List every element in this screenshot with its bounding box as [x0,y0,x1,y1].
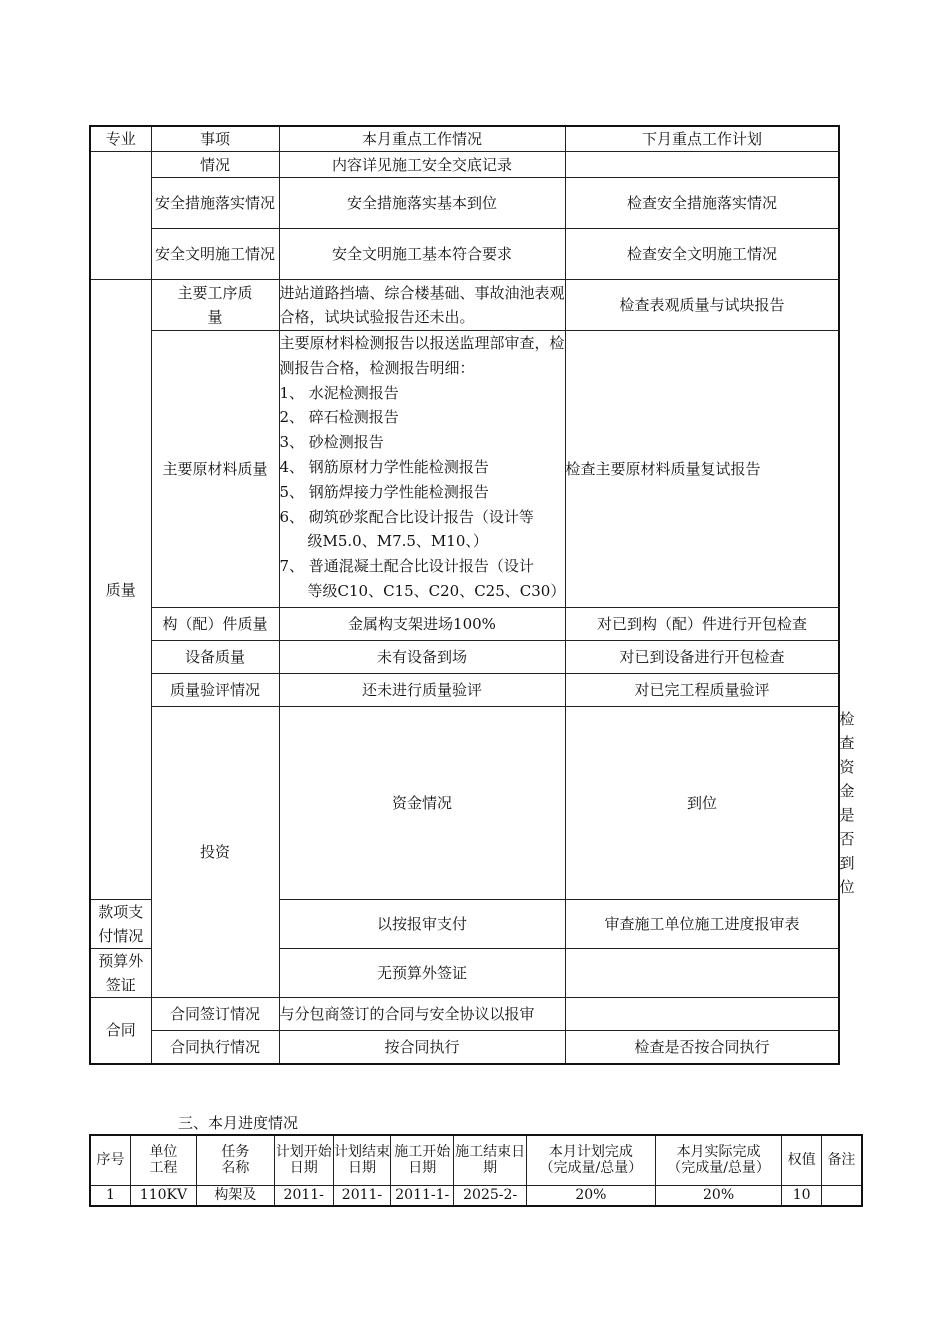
specialty-quality-cell: 质量 [90,280,151,900]
current-cell: 金属构支架进场100% [279,608,565,641]
item-cell: 安全文明施工情况 [151,229,279,280]
cell-plan-start: 2011- [274,1185,333,1206]
list-item: 3、 砂检测报告 [279,433,384,452]
next-cell: 对已到构（配）件进行开包检查 [565,608,839,641]
work-summary-table [89,125,855,1065]
current-cell: 安全文明施工基本符合要求 [279,229,565,280]
next-cell [565,949,839,998]
cell-actual-end: 2025-2- [454,1185,527,1206]
section-title: 三、本月进度情况 [178,1114,299,1132]
current-cell: 到位 [565,707,839,900]
current-cell: 以按报审支付 [279,900,565,949]
current-cell: 安全措施落实基本到位 [279,178,565,229]
item-cell: 款项支付情况 [90,900,151,949]
list-item: 7、 普通混凝土配合比设计报告（设计 [279,557,534,576]
table-row [90,1185,862,1206]
table-row [90,229,839,280]
next-cell [565,998,839,1031]
next-cell: 检查安全措施落实情况 [565,178,839,229]
next-cell: 检查表观质量与试块报告 [565,280,839,331]
cell-actual-start: 2011-1- [391,1185,454,1206]
current-cell: 进站道路挡墙、综合楼基础、事故油池表观合格，试块试验报告还未出。 [279,280,565,331]
list-item: 级M5.0、M7.5、M10、） [307,532,488,551]
header-row [90,1135,862,1185]
current-cell: 内容详见施工安全交底记录 [279,152,565,178]
item-cell: 合同签订情况 [151,998,279,1031]
current-cell: 与分包商签订的合同与安全协议以报审 [279,998,565,1031]
list-item: 2、 碎石检测报告 [279,408,399,427]
header-seq: 序号 [90,1135,131,1185]
item-cell: 设备质量 [151,641,279,674]
header-actual-end: 施工结束日期 [454,1135,527,1185]
header-plan-start: 计划开始日期 [274,1135,333,1185]
header-current-month: 本月重点工作情况 [279,126,565,152]
header-item: 事项 [151,126,279,152]
header-month-plan: 本月计划完成（完成量/总量） [527,1135,656,1185]
next-cell: 检查安全文明施工情况 [565,229,839,280]
list-item: 4、 钢筋原材力学性能检测报告 [279,457,489,476]
table-row [90,280,839,331]
header-remark: 备注 [821,1135,862,1185]
cell-task-name: 构架及 [196,1185,274,1206]
cell-month-plan: 20% [527,1185,656,1206]
current-cell: 无预算外签证 [279,949,565,998]
table-row [90,608,839,641]
item-cell: 安全措施落实情况 [151,178,279,229]
item-cell: 构（配）件质量 [151,608,279,641]
item-cell: 资金情况 [279,707,565,900]
table-row: 投资 资金情况 到位 检查资金是否到位 [90,707,839,900]
list-item: 5、 钢筋焊接力学性能检测报告 [279,482,489,501]
item-cell: 合同执行情况 [151,1031,279,1064]
current-cell: 按合同执行 [279,1031,565,1064]
header-actual-start: 施工开始日期 [391,1135,454,1185]
table-row [90,998,839,1031]
materials-intro: 主要原材料检测报告以报送监理部审查，检测报告合格，检测报告明细： [279,334,565,377]
list-item: 6、 砌筑砂浆配合比设计报告（设计等 [279,507,534,526]
cell-plan-end: 2011- [333,1185,391,1206]
header-next-month: 下月重点工作计划 [565,126,839,152]
header-specialty: 专业 [90,126,151,152]
header-task-name: 任务名称 [196,1135,274,1185]
specialty-investment-cell: 投资 [151,707,279,998]
next-cell: 检查是否按合同执行 [565,1031,839,1064]
table-row [90,331,839,608]
next-cell: 审查施工单位施工进度报审表 [565,900,839,949]
table-row [90,178,839,229]
cell-remark [821,1185,862,1206]
current-cell: 还未进行质量验评 [279,674,565,707]
header-plan-end: 计划结束日期 [333,1135,391,1185]
header-month-actual: 本月实际完成（完成量/总量） [655,1135,782,1185]
next-cell [565,152,839,178]
cell-weight: 10 [782,1185,822,1206]
next-cell: 检查主要原材料质量复试报告 [565,331,839,608]
item-cell: 情况 [151,152,279,178]
materials-detail-cell [279,331,565,608]
next-cell: 对已到设备进行开包检查 [565,641,839,674]
item-cell: 主要原材料质量 [151,331,279,608]
table-row [90,674,839,707]
header-unit-project: 单位工程 [131,1135,197,1185]
item-cell: 质量验评情况 [151,674,279,707]
list-item: 等级C10、C15、C20、C25、C30） [307,581,566,600]
cell-month-actual: 20% [655,1185,782,1206]
list-item: 1、 水泥检测报告 [279,383,399,402]
current-cell: 未有设备到场 [279,641,565,674]
header-row [90,126,839,152]
item-cell: 主要工序质量 [151,280,279,331]
progress-table [89,1134,863,1207]
item-cell: 预算外签证 [90,949,151,998]
header-weight: 权值 [782,1135,822,1185]
table-row [90,641,839,674]
table-row [90,1031,839,1064]
specialty-contract-cell: 合同 [90,998,151,1064]
cell-unit-project: 110KV [131,1185,197,1206]
cell-seq: 1 [90,1185,131,1206]
specialty-safety-cell [90,152,151,280]
table-row [90,152,839,178]
next-cell: 对已完工程质量验评 [565,674,839,707]
